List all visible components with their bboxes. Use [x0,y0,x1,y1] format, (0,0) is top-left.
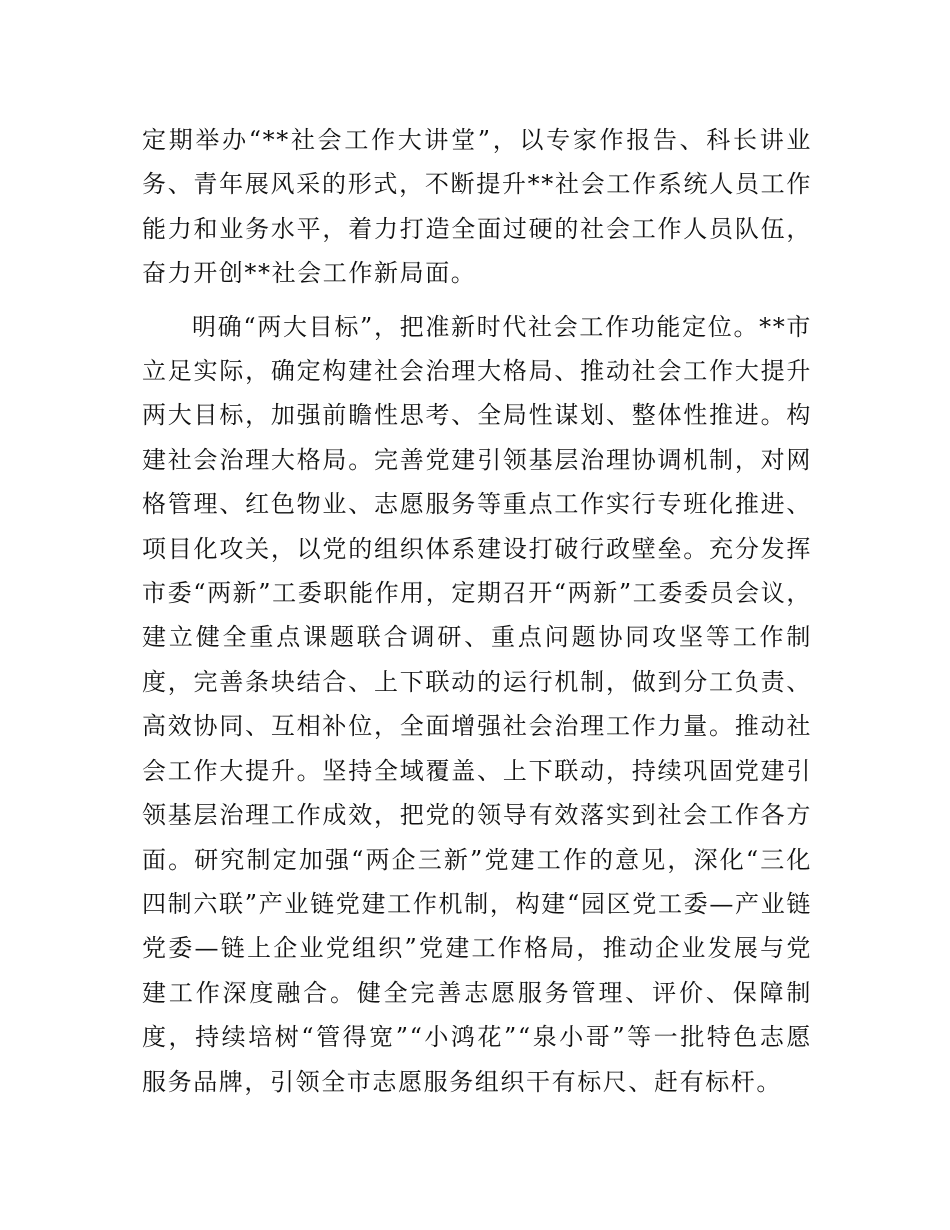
paragraph-continuation: 定期举办“**社会工作大讲堂”，以专家作报告、科长讲业务、青年展风采的形式，不断提升**社会工作系统人员工作能力和业务水平，着力打造全面过硬的社会工作人员队伍，奋力开创**社会工作新局面。 [142,126,812,288]
paragraph-two-goals: 明确“两大目标”，把准新时代社会工作功能定位。**市立足实际，确定构建社会治理大格局、推动社会工作大提升两大目标，加强前瞻性思考、全局性谋划、整体性推进。构建社会治理大格局。完善党建引领基层治理协调机制，对网格管理、红色物业、志愿服务等重点工作实行专班化推进、项目化攻关，以党的组织体系建设打破行政壁垒。充分发挥市委“两新”工委职能作用，定期召开“两新”工委委员会议，建立健全重点课题联合调研、重点问题协同攻坚等工作制度，完善条块结合、上下联动的运行机制，做到分工负责、高效协同、互相补位，全面增强社会治理工作力量。推动社会工作大提升。坚持全域覆盖、上下联动，持续巩固党建引领基层治理工作成效，把党的领导有效落实到社会工作各方面。研究制定加强“两企三新”党建工作的意见，深化“三化四制六联”产业链党建工作机制，构建“园区党工委—产业链党委—链上企业党组织”党建工作格局，推动企业发展与党建工作深度融合。健全完善志愿服务管理、评价、保障制度，持续培树“管得宽”“小鸿花”“泉小哥”等一批特色志愿服务品牌，引领全市志愿服务组织干有标尺、赶有标杆。 [142,312,812,1096]
document-page [142,118,812,1104]
